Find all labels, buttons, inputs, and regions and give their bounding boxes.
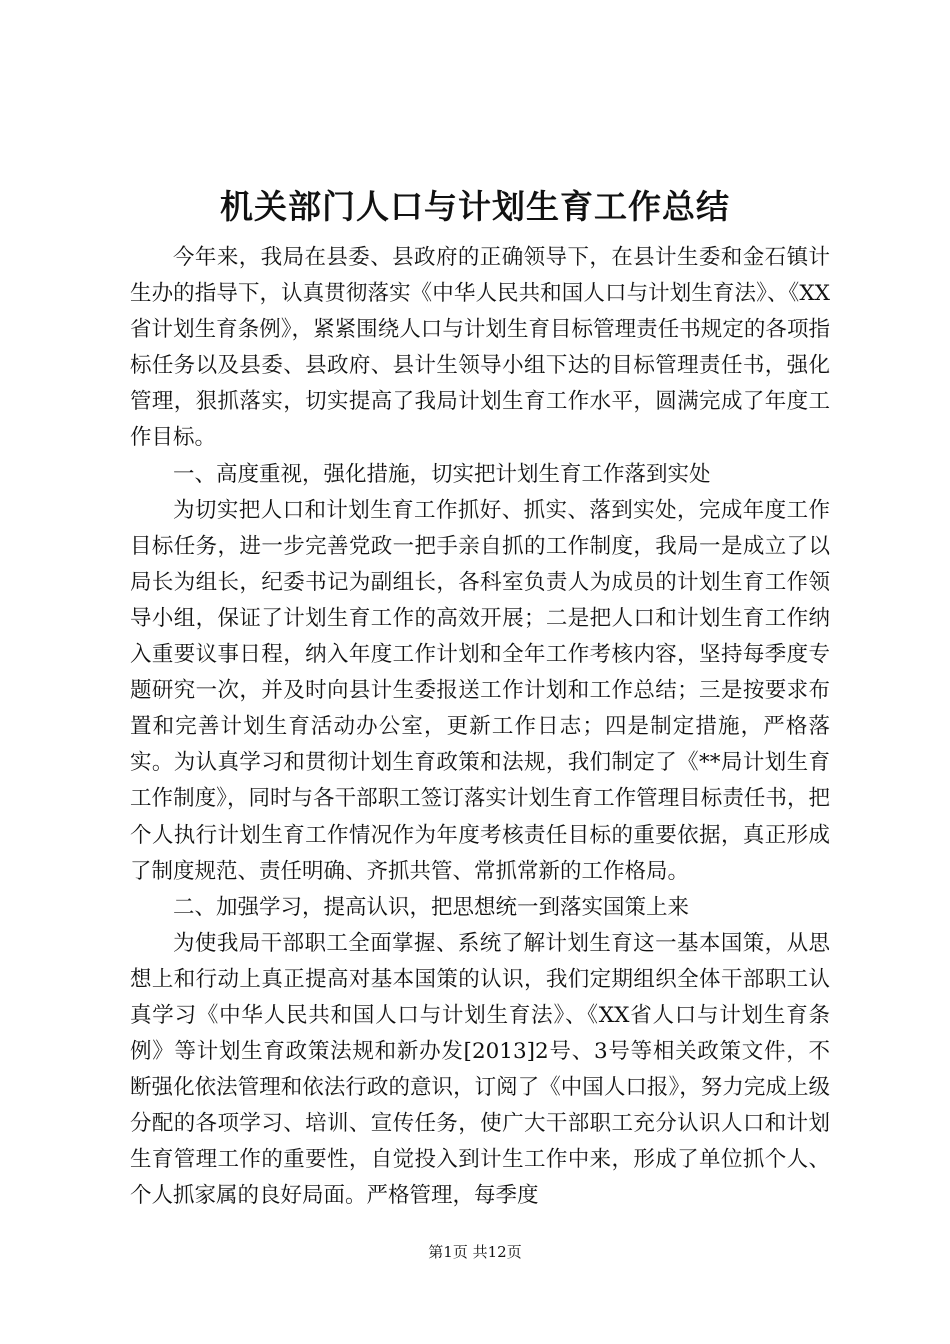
paragraph-section-1: 为切实把人口和计划生育工作抓好、抓实、落到实处，完成年度工作目标任务，进一步完善党政一把手亲自抓的工作制度，我局一是成立了以局长为组长，纪委书记为副组长，各科室负责人为成员的计划生育工作领导小组，保证了计划生育工作的高效开展；二是把人口和计划生育工作纳入重要议事日程，纳入年度工作计划和全年工作考核内容，坚持每季度专题研究一次，并及时向县计生委报送工作计划和工作总结；三是按要求布置和完善计划生育活动办公室，更新工作日志；四是制定措施，严格落实。为认真学习和贯彻计划生育政策和法规，我们制定了《**局计划生育工作制度》，同时与各干部职工签订落实计划生育工作管理目标责任书，把个人执行计划生育工作情况作为年度考核责任目标的重要依据，真正形成了制度规范、责任明确、齐抓共管、常抓常新的工作格局。 xyxy=(130,497,830,884)
page-number-footer: 第1页 共12页 xyxy=(428,1243,522,1261)
section-heading-1: 一、高度重视，强化措施，切实把计划生育工作落到实处 xyxy=(173,461,711,487)
paragraph-section-2: 为使我局干部职工全面掌握、系统了解计划生育这一基本国策，从思想上和行动上真正提高对基本国策的认识，我们定期组织全体干部职工认真学习《中华人民共和国人口与计划生育法》、《XX省人口与计划生育条例》等计划生育政策法规和新办发[2013]2号、3号等相关政策文件，不断强化依法管理和依法行政的意识，订阅了《中国人口报》，努力完成上级分配的各项学习、培训、宣传任务，使广大干部职工充分认识人口和计划生育管理工作的重要性，自觉投入到计生工作中来，形成了单位抓个人、个人抓家属的良好局面。严格管理，每季度 xyxy=(130,930,830,1209)
document-title: 机关部门人口与计划生育工作总结 xyxy=(220,187,730,226)
section-heading-2: 二、加强学习，提高认识，把思想统一到落实国策上来 xyxy=(173,894,690,920)
paragraph-intro: 今年来，我局在县委、县政府的正确领导下，在县计生委和金石镇计生办的指导下，认真贯彻落实《中华人民共和国人口与计划生育法》、《XX省计划生育条例》，紧紧围绕人口与计划生育目标管理责任书规定的各项指标任务以及县委、县政府、县计生领导小组下达的目标管理责任书，强化管理，狠抓落实，切实提高了我局计划生育工作水平，圆满完成了年度工作目标。 xyxy=(130,245,830,451)
document-body xyxy=(130,240,830,1215)
